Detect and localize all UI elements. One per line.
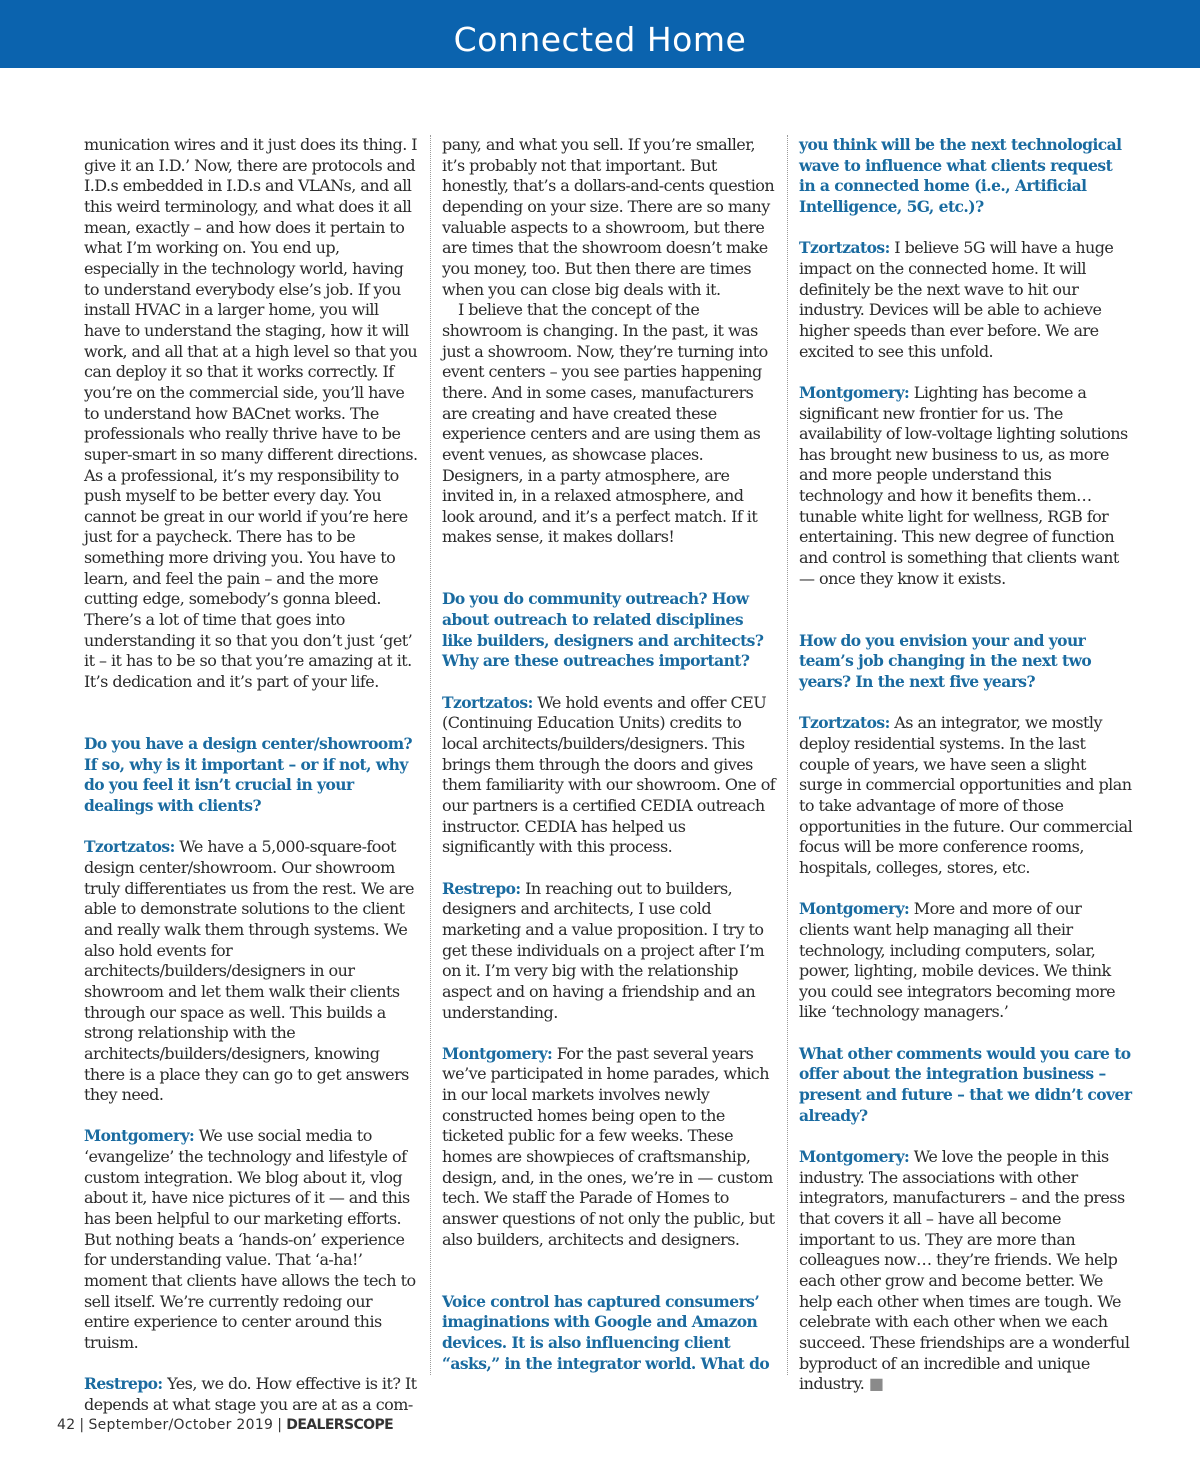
answer-text: Lighting has become a significant new frontier for us. The availability of low-voltage lighting solutions has brought new business to us, as more and more people understand this technology and how it benefits them… tunable white light for wellness, RGB for entertaining. This new degree of function and control is something that clients want — once they know it exists. — [799, 382, 1128, 588]
answer-text: We hold events and offer CEU (Continuing Education Units) credits to local architects/builders/designers. This brings them through the doors and gives them familiarity with our showroom. One of our partners is a certified CEDIA outreach instructor. CEDIA has helped us significantly with this process. — [442, 692, 776, 857]
answer-text: I believe 5G will have a huge impact on the connected home. It will definitely be the next wave to hit our industry. Devices will be able to achieve higher speeds than ever before. We are excited to see this unfold. — [799, 238, 1114, 361]
page-number: 42 — [57, 1417, 76, 1433]
publication-logo: DEALERSCOPE — [286, 1417, 394, 1433]
speaker-name: Restrepo: — [84, 1374, 163, 1394]
speaker-name: Montgomery: — [442, 1043, 553, 1063]
speaker-name: Tzortzatos: — [84, 837, 175, 857]
speaker-name: Montgomery: — [84, 1126, 195, 1146]
interview-question: you think will be the next technological wave to influence what clients request in a connected home (i.e., Artificial Intelligence, 5G, etc.)? — [799, 135, 1122, 216]
interview-answer — [799, 713, 1133, 878]
speaker-name: Restrepo: — [442, 878, 521, 898]
speaker-name: Montgomery: — [799, 1147, 910, 1167]
interview-answer — [442, 693, 776, 858]
interview-answer — [799, 383, 1133, 590]
issue-date: September/October 2019 — [88, 1417, 274, 1433]
answer-text: As an integrator, we mostly deploy residential systems. In the last couple of years, we have seen a slight surge in commercial opportunities and plan to take advantage of more of those opportunities in the future. Our commercial focus will be more conference rooms, hospitals, colleges, stores, etc. — [799, 713, 1133, 877]
answer-text: More and more of our clients want help managing all their technology, including computers, solar, power, lighting, mobile devices. We think you could see integrators becoming more like ‘technology managers.’ — [799, 899, 1116, 1022]
speaker-name: Tzortzatos: — [442, 692, 533, 712]
answer-text: We use social media to ‘evangelize’ the technology and lifestyle of custom integration. We blog about it, vlog about it, have nice pictures of it — and this has been helpful to our marketing efforts. But nothing beats a ‘hands-on’ experience for understanding value. That ‘a-ha!’ moment that clients have allows the tech to sell itself. We’re currently redoing our entire experience to center around this truism. — [84, 1126, 416, 1353]
article-column-3 — [799, 135, 1133, 1395]
speaker-name: Montgomery: — [799, 899, 910, 919]
interview-answer — [84, 837, 418, 1106]
interview-answer — [799, 899, 1133, 1023]
interview-question: Do you have a design center/showroom? If so, why is it important – or if not, why do you feel it isn’t crucial in your dealings with clients? — [84, 734, 413, 815]
answer-text: We have a 5,000-square-foot design center/showroom. Our showroom truly differentiates us from the rest. We are able to demonstrate solutions to the client and really walk them through systems. We also hold events for architects/builders/designers in our showroom and let them walk their clients through our space as well. This builds a strong relationship with the architects/builders/designers, knowing there is a place they can go to get answers they need. — [84, 837, 414, 1105]
section-title: Connected Home — [453, 20, 747, 59]
end-of-article-mark: ■ — [868, 1374, 884, 1394]
footer-separator: | — [79, 1417, 85, 1433]
interview-answer — [799, 238, 1133, 362]
speaker-name: Tzortzatos: — [799, 238, 890, 258]
article-column-2 — [442, 135, 776, 1374]
interview-answer — [84, 1126, 418, 1353]
page-footer — [57, 1417, 393, 1433]
article-column-1 — [84, 135, 418, 1416]
interview-answer — [84, 1374, 418, 1415]
speaker-name: Tzortzatos: — [799, 713, 890, 733]
body-paragraph: munication wires and it just does its thing. I give it an I.D.’ Now, there are protocols and I.D.s embedded in I.D.s and VLANs, and all this weird terminology, and what does it all mean, exactly – and how does it pertain to what I’m working on. You end up, especially in the technology world, having to understand everybody else’s job. If you install HVAC in a larger home, you will have to understand the staging, how it will work, and all that at a high level so that you can deploy it so that it works correctly. If you’re on the commercial side, you’ll have to understand how BACnet works. The professionals who really thrive have to be super-smart in so many different directions. As a professional, it’s my responsibility to push myself to be better every day. You cannot be great in our world if you’re here just for a paycheck. There has to be something more driving you. You have to learn, and feel the pain – and the more cutting edge, somebody’s gonna bleed. There’s a lot of time that goes into understanding it so that you don’t just ‘get’ it – it has to be so that you’re amazing at it. It’s dedication and it’s part of your life. — [84, 135, 418, 692]
answer-text: In reaching out to builders, designers and architects, I use cold marketing and a value proposition. I try to get these individuals on a project after I’m on it. I’m very big with the relationship aspect and on having a friendship and an understanding. — [442, 878, 765, 1022]
body-paragraph: pany, and what you sell. If you’re smaller, it’s probably not that important. But honestly, that’s a dollars-and-cents question depending on your size. There are so many valuable aspects to a showroom, but there are times that the showroom doesn’t make you money, too. But then there are times when you can close big deals with it. — [442, 135, 775, 299]
section-header-bar — [0, 0, 1200, 68]
speaker-name: Montgomery: — [799, 382, 910, 402]
interview-answer — [799, 1147, 1133, 1395]
interview-question: How do you envision your and your team’s job changing in the next two years? In the next five years? — [799, 630, 1092, 692]
footer-separator: | — [277, 1417, 283, 1433]
interview-answer — [442, 879, 776, 1024]
interview-question: Voice control has captured consumers’ imaginations with Google and Amazon devices. It is also influencing client “asks,” in the integrator world. What do — [442, 1291, 770, 1373]
body-paragraph: I believe that the concept of the showroom is changing. In the past, it was just a showroom. Now, they’re turning into event centers – you see parties happening there. And in some cases, manufacturers are creating and have created these experience centers and are using them as event venues, as showcase places. Designers, in a party atmosphere, are invited in, in a relaxed atmosphere, and look around, and it’s a perfect match. If it makes sense, it makes dollars! — [442, 300, 768, 547]
column-divider — [430, 135, 431, 1375]
answer-text: We love the people in this industry. The associations with other integrators, manufacturers – and the press that covers it all – have all become important to us. They are more than colleagues now… they’re friends. We help each other grow and become better. We help each other when times are tough. We celebrate with each other when we each succeed. These friendships are a wonderful byproduct of an incredible and unique industry. — [799, 1147, 1130, 1394]
interview-question: Do you do community outreach? How about outreach to related disciplines like builders, designers and architects? Why are these outreaches important? — [442, 589, 764, 671]
column-divider — [787, 135, 788, 1375]
answer-text: For the past several years we’ve participated in home parades, which in our local markets involves newly constructed homes being open to the ticketed public for a few weeks. These homes are showpieces of craftsmanship, design, and, in the ones, we’re in — custom tech. We staff the Parade of Homes to answer questions of not only the public, but also builders, architects and designers. — [442, 1043, 775, 1249]
interview-answer — [442, 1044, 776, 1251]
answer-text: Yes, we do. How effective is it? It depends at what stage you are at as a com- — [84, 1374, 417, 1414]
interview-question: What other comments would you care to offer about the integration business – present and future – that we didn’t cover already? — [799, 1043, 1132, 1125]
